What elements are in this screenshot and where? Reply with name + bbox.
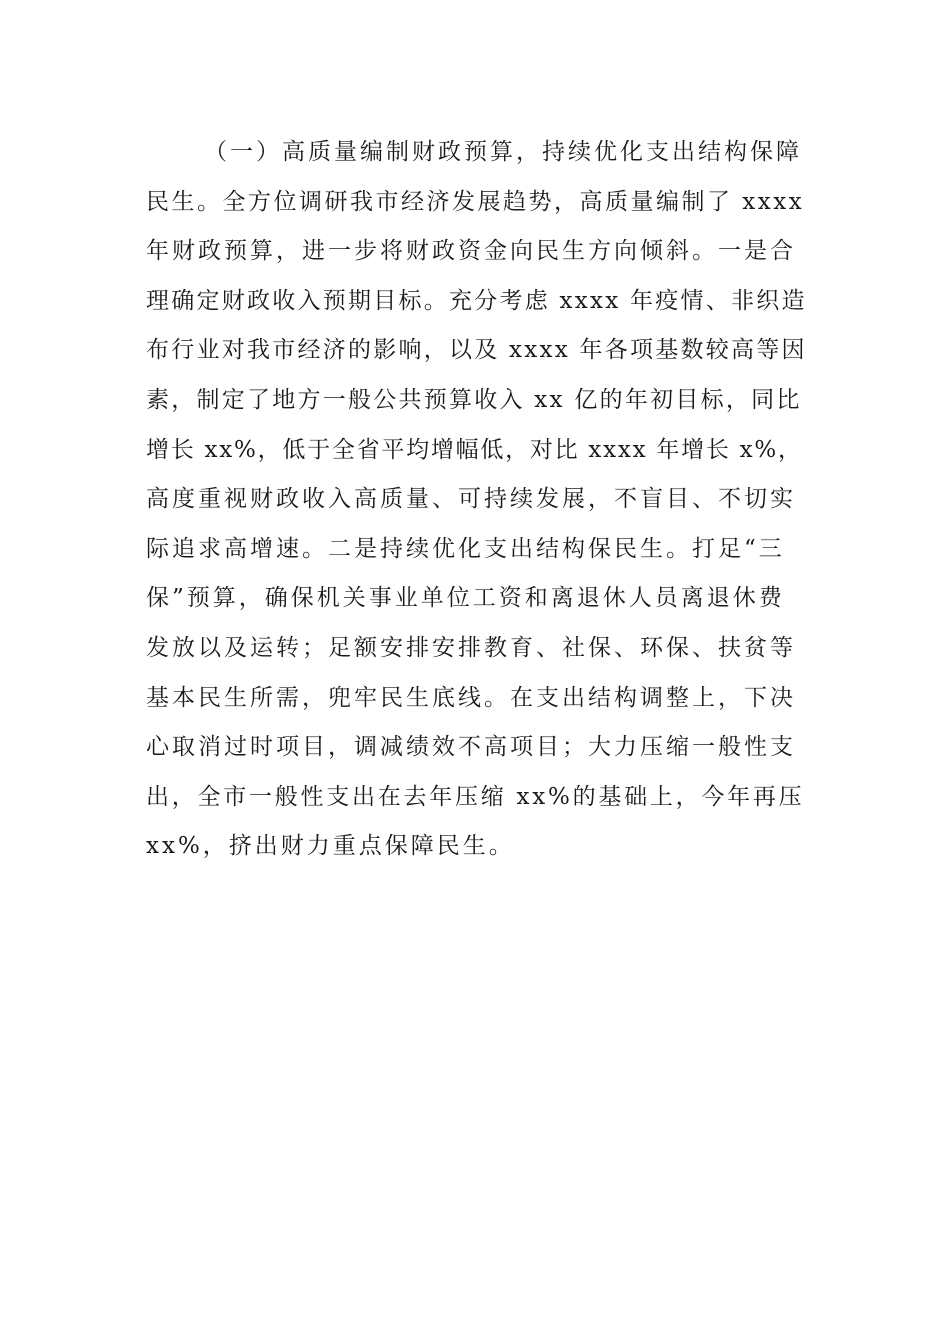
paragraph-line: xx%，挤出财力重点保障民生。 (146, 833, 515, 860)
paragraph-line: 心取消过时项目，调减绩效不高项目；大力压缩一般性支 (146, 734, 796, 761)
paragraph-line: 民生。全方位调研我市经济发展趋势，高质量编制了 xxxx (146, 188, 805, 215)
paragraph-line: 素，制定了地方一般公共预算收入 xx 亿的年初目标，同比 (146, 386, 802, 413)
paragraph-line: 高度重视财政收入高质量、可持续发展，不盲目、不切实 (146, 486, 796, 513)
paragraph-line: 出，全市一般性支出在去年压缩 xx%的基础上，今年再压 (146, 783, 805, 810)
paragraph-line: 发放以及运转；足额安排安排教育、社保、环保、扶贫等 (146, 634, 796, 661)
paragraph-line: 年财政预算，进一步将财政资金向民生方向倾斜。一是合 (146, 238, 796, 265)
paragraph-line: 增长 xx%，低于全省平均增幅低，对比 xxxx 年增长 x%， (146, 436, 803, 463)
paragraph-line: 布行业对我市经济的影响，以及 xxxx 年各项基数较高等因 (146, 337, 807, 364)
paragraph-line: 基本民生所需，兜牢民生底线。在支出结构调整上，下决 (146, 684, 796, 711)
paragraph-line: 际追求高增速。二是持续优化支出结构保民生。打足“三 (146, 535, 785, 562)
paragraph-line: （一）高质量编制财政预算，持续优化支出结构保障 (204, 139, 802, 165)
body-paragraph (146, 128, 806, 872)
paragraph-line: 理确定财政收入预期目标。充分考虑 xxxx 年疫情、非织造 (146, 287, 807, 314)
paragraph-line: 保”预算，确保机关事业单位工资和离退休人员离退休费 (146, 585, 785, 612)
